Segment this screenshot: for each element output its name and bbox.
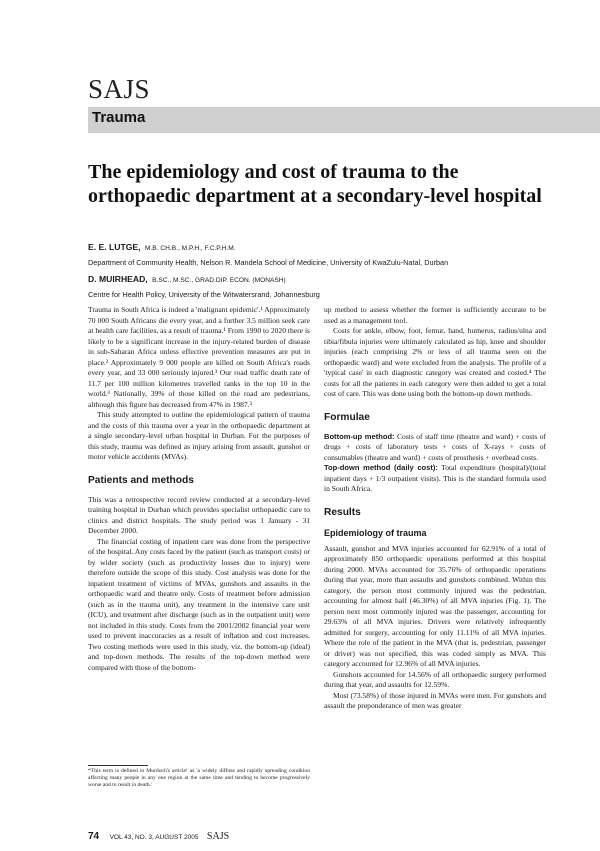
bottom-up-label: Bottom-up method: bbox=[324, 431, 395, 441]
author-2 bbox=[88, 269, 568, 299]
formulae-heading: Formulae bbox=[324, 411, 370, 423]
intro-paragraph-2: This study attempted to outline the epidemiological pattern of trauma and the costs of this trauma over a year in the orthopaedic department at a single secondary-level urban hospital in Durban. For the purposes of this study, trauma was defined as injury arising from assault, gunshot or motor vehicle accidents (MVAs). bbox=[88, 410, 310, 461]
section-band bbox=[88, 107, 600, 133]
bottom-up-text: Costs of staff time (theatre and ward) + costs of drugs + costs of laboratory tests + costs of X-rays + costs of consumables (theatre and ward) + costs of prosthesis + overhead costs. bbox=[324, 431, 546, 462]
top-down-text: Total expenditure (hospital)/(total inpatient days + 1/3 outpatient visits). This is the standard formula used in South Africa. bbox=[324, 463, 546, 493]
results-paragraph-1: Assault, gunshot and MVA injuries accounted for 62.91% of a total of approximately 850 orthopaedic operations performed at this hospital during 2000. MVAs accounted for 35.76% of orthopaedic operations during that year, more than assaults and gunshots combined. Within this category, the person most commonly injured was the pedestrian, accounting for almost half (46.30%) of all MVA injuries (Fig. 1). The person next most commonly injured was the passenger, accounting for 29.63% of all MVA injuries. Drivers were relatively infrequently admitted for surgery, accounting for only 11.11% of all MVA injuries. Where the role of the patient in the MVA (that is, pedestrian, passenger or driver) was not specified, this was coded simply as MVA. This category accounted for 12.96% of all MVA injuries. bbox=[324, 543, 546, 668]
author-1-degrees: M.B. CH.B., M.P.H., F.C.P.H.M. bbox=[144, 245, 236, 252]
author-2-name: D. MUIRHEAD, bbox=[88, 274, 148, 284]
page-footer bbox=[88, 826, 229, 844]
bottom-up-formula bbox=[324, 432, 546, 464]
intro-paragraph-1: Trauma in South Africa is indeed a 'malignant epidemic'.¹ Approximately 70 000 South Africans die every year, and a further 3.5 million seek care at health care facilities, as a result of trauma.¹ From 1990 to 2020 there is likely to be a significant increase in the injury-related burden of disease in sub-Saharan Africa unless effective prevention measures are put in place.² Approximately 9 000 people are killed on South Africa's roads every year, and 33 000 seriously injured.³ Our road traffic death rate of 11.7 per 100 million kilometres travelled ranks in the top 10 in the world.³ Nationally, 39% of those killed on the road are pedestrians, although this figure has decreased from 47% in 1987.³ bbox=[88, 305, 310, 409]
section-name: Trauma bbox=[92, 109, 146, 126]
methods-paragraph-1: This was a retrospective record review conducted at a secondary-level training hospital in Durban which provides specialist orthopaedic care to clinics and district hospitals. The study period was 1 January - 31 December 2000. bbox=[88, 494, 310, 535]
left-column bbox=[88, 305, 310, 673]
top-down-formula bbox=[324, 463, 546, 495]
author-1 bbox=[88, 237, 568, 267]
volume-info: VOL 43, NO. 3, AUGUST 2005 bbox=[109, 834, 199, 841]
journal-name: SAJS bbox=[88, 74, 151, 104]
results-paragraph-2: Gunshots accounted for 14.56% of all orthopaedic surgery performed during that year, and assaults for 12.59%. bbox=[324, 669, 546, 689]
author-2-affiliation: Centre for Health Policy, University of the Witwatersrand, Johannesburg bbox=[88, 290, 320, 299]
methods-heading: Patients and methods bbox=[88, 474, 194, 486]
methods-paragraph-2: The financial costing of inpatient care was done from the perspective of the hospital. Any costs faced by the patient (such as transport costs) or by wider society (such as productivity losses due to injury) were therefore outside the scope of this study. Cost analysis was done for the inpatient treatment of victims of MVAs, gunshots and assaults in the orthopaedic ward and theatre only. Costs of treatment before admission (such as in the trauma unit), any treatment in the intensive care unit (ICU), and treatment after discharge (such as in the outpatient unit) were not included in this study. Costs from the 2001/2002 financial year were used to prevent inaccuracies as a result of inflation and cost increases. Two costing methods were used in this study, viz. the bottom-up (ideal) and top-down methods. The results of the top-down method were compared with those of the bottom- bbox=[88, 536, 310, 672]
methods-paragraph-4: Costs for ankle, elbow, foot, femur, hand, humerus, radius/ulna and tibia/fibula injuries were ultimately calculated as hip, knee and shoulder injuries (each comprising 2% or less of all trauma seen on the orthopaedic ward) and were excluded from the analysis. The profile of a 'typical case' in each diagnostic category was created and costed.⁴ The costs for all the patients in each category were then added to get a total cost of care. This was done using both the bottom-up down methods. bbox=[324, 326, 546, 398]
right-column bbox=[324, 305, 546, 712]
article-title: The epidemiology and cost of trauma to the orthopaedic department at a secondary-level hospital bbox=[88, 161, 542, 207]
methods-paragraph-3: up method to assess whether the former is sufficiently accurate to be used as a management tool. bbox=[324, 305, 546, 325]
footnote: *This term is defined in Murdoch's article¹ as 'a widely diffuse and rapidly spreading condition affecting many people in any one region at the same time and tending to become progressively worse and to result in death.' bbox=[88, 768, 310, 789]
epidemiology-subheading: Epidemiology of trauma bbox=[324, 527, 427, 538]
footer-journal-name: SAJS bbox=[206, 831, 230, 842]
author-1-affiliation: Department of Community Health, Nelson R. Mandela School of Medicine, University of KwaZulu-Natal, Durban bbox=[88, 258, 449, 267]
results-paragraph-3: Most (73.58%) of those injured in MVAs were men. For gunshots and assault the preponderance of men was greater bbox=[324, 690, 546, 710]
footnote-rule bbox=[88, 765, 148, 766]
results-heading: Results bbox=[324, 506, 361, 518]
page-number: 74 bbox=[88, 831, 100, 842]
author-2-degrees: B.SC., M.SC., GRAD.DIP. ECON. (MONASH) bbox=[152, 277, 286, 284]
author-1-name: E. E. LUTGE, bbox=[88, 242, 141, 252]
top-down-label: Top-down method (daily cost): bbox=[324, 463, 438, 472]
